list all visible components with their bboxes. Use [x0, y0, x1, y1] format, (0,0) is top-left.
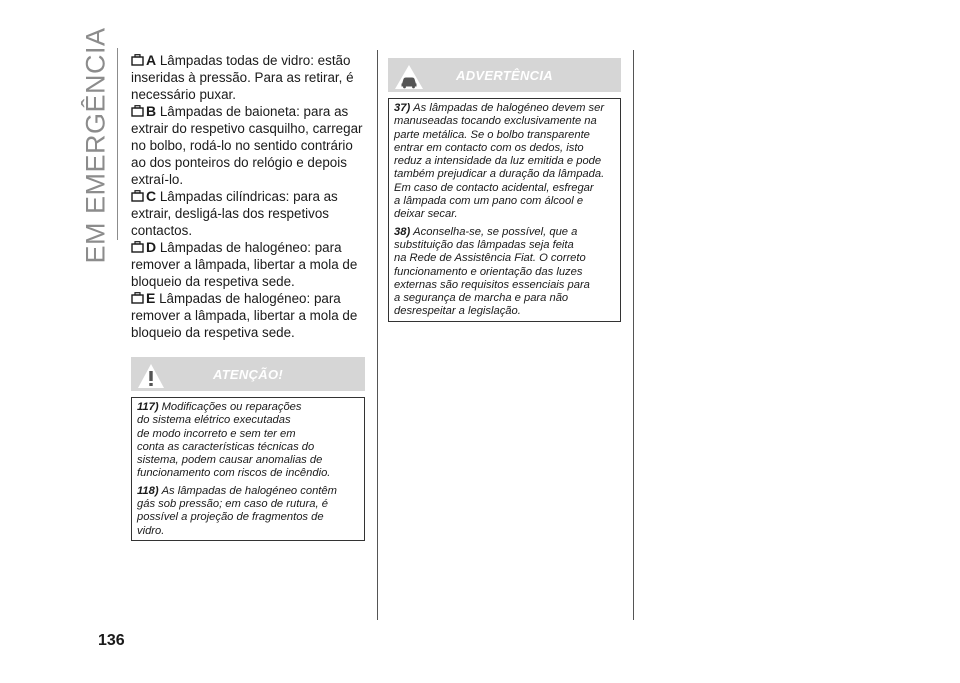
attention-title: ATENÇÃO! [212, 366, 284, 382]
column-divider-right [633, 50, 634, 620]
bulb-holder-icon [131, 241, 144, 253]
attention-note-117: 117) Modificações ou reparações do sistema elétrico executadas de modo incorreto e sem ter em conta as características técnicas do sistema, podem causar anomalias de funcionamento com riscos de incêndio. [137, 401, 331, 480]
attention-callout-body [131, 397, 365, 541]
page-number: 136 [98, 632, 125, 649]
bulb-holder-icon [131, 190, 144, 202]
list-item-bulb-c: C Lâmpadas cilíndricas: para as extrair, desligá-las dos respetivos contactos. [131, 188, 338, 238]
bulb-holder-icon [131, 292, 144, 304]
warning-note-38: 38) Aconselha-se, se possível, que a substituição das lâmpadas seja feita na Rede de Assistência Fiat. O correto funcionamento e orientação das luzes externas são requisitos essenciais para a segurança de marcha e para não desrespeitar a legislação. [394, 225, 590, 318]
bulb-holder-icon [131, 105, 144, 117]
list-item-bulb-a: A Lâmpadas todas de vidro: estão inseridas à pressão. Para as retirar, é necessário puxar. [131, 52, 354, 102]
bulb-holder-icon [131, 54, 144, 66]
section-title-divider [117, 48, 118, 240]
column-divider-left [377, 50, 378, 620]
section-title: EM EMERGÊNCIA [80, 26, 111, 264]
bulb-type-list [131, 52, 367, 341]
attention-note-118: 118) As lâmpadas de halogéneo contêm gás sob pressão; em caso de rutura, é possível a projeção de fragmentos de vidro. [137, 484, 337, 537]
warning-callout-body [388, 98, 621, 322]
warning-note-37: 37) As lâmpadas de halogéneo devem ser manuseadas tocando exclusivamente na parte metálica. Se o bolbo transparente entrar em contacto com os dedos, isto reduz a intensidade da luz emitida e pode também prejudicar a duração da lâmpada. Em caso de contacto acidental, esfregar a lâmpada com um pano com álcool e deixar secar. [394, 102, 605, 221]
warning-title: ADVERTÊNCIA [456, 67, 553, 83]
list-item-bulb-b: B Lâmpadas de baioneta: para as extrair do respetivo casquilho, carregar no bolbo, rodá-lo no sentido contrário ao dos ponteiros do relógio e depois extraí-lo. [131, 103, 363, 187]
warning-callout-header [388, 58, 621, 92]
attention-callout-header [131, 357, 365, 391]
list-item-bulb-d: D Lâmpadas de halogéneo: para remover a lâmpada, libertar a mola de bloqueio da respetiva sede. [131, 239, 358, 289]
list-item-bulb-e: E Lâmpadas de halogéneo: para remover a lâmpada, libertar a mola de bloqueio da respetiva sede. [131, 290, 358, 340]
